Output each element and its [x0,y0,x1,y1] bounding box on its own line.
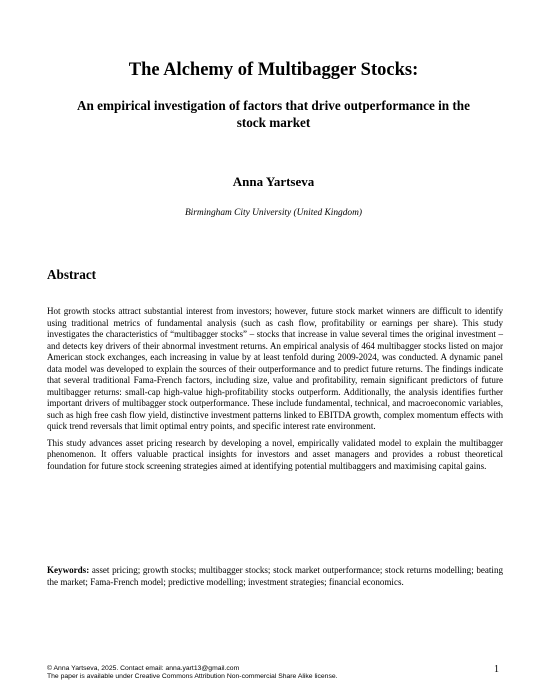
abstract-paragraph-2: This study advances asset pricing research by developing a novel, empirically validated model to explain the multibagger phenomenon. It offers valuable practical insights for investors and asset managers and provides a robust theoretical foundation for future stock screening strategies aimed at identifying potential multibaggers and maximising capital gains. [47,437,503,471]
footer [47,665,467,681]
footer-license: The paper is available under Creative Commons Attribution Non-commercial Share Alike license. [47,673,338,681]
keywords-label: Keywords: [47,565,90,575]
author-name: Anna Yartseva [232,174,315,189]
paper-title: The Alchemy of Multibagger Stocks: [128,60,419,80]
keywords [47,565,503,588]
abstract-heading: Abstract [47,267,97,282]
footer-copyright: © Anna Yartseva, 2025. Contact email: anna.yart13@gmail.com [47,665,240,672]
page-number: 1 [494,664,499,675]
author-affiliation: Birmingham City University (United Kingdom) [184,208,363,218]
keywords-text: asset pricing; growth stocks; multibagger stocks; stock market outperformance; stock returns modelling; beating the market; Fama-French model; predictive modelling; investment strategies; financial economics. [47,565,503,587]
abstract-body [47,306,503,472]
abstract-paragraph-1: Hot growth stocks attract substantial interest from investors; however, future stock market winners are difficult to identify using traditional metrics of fundamental analysis (such as cash flow, profitability or earnings per share). This study investigates the characteristics of “multibagger stocks” – stocks that increase in value several times the original investment – and detects key drivers of their abnormal investment returns. An empirical analysis of 464 multibagger stocks listed on major American stock exchanges, each increasing in value by at least tenfold during 2009-2024, was conducted. A dynamic panel data model was developed to explain the sources of their outperformance and to predict future returns. The findings indicate that several traditional Fama-French factors, including size, value and profitability, remain significant predictors of future multibagger returns: small-cap high-value high-profitability stocks outperform. Additionally, the analysis identifies further important drivers of multibagger stock outperformance. These include fundamental, technical, and macroeconomic variables, such as high free cash flow yield, distinctive investment patterns linked to EBITDA growth, complex momentum effects with quick trend reversals that limit optimal entry points, and specific interest rate environment. [47,306,503,431]
paper-subtitle: An empirical investigation of factors that drive outperformance in the stock market [77,98,470,130]
